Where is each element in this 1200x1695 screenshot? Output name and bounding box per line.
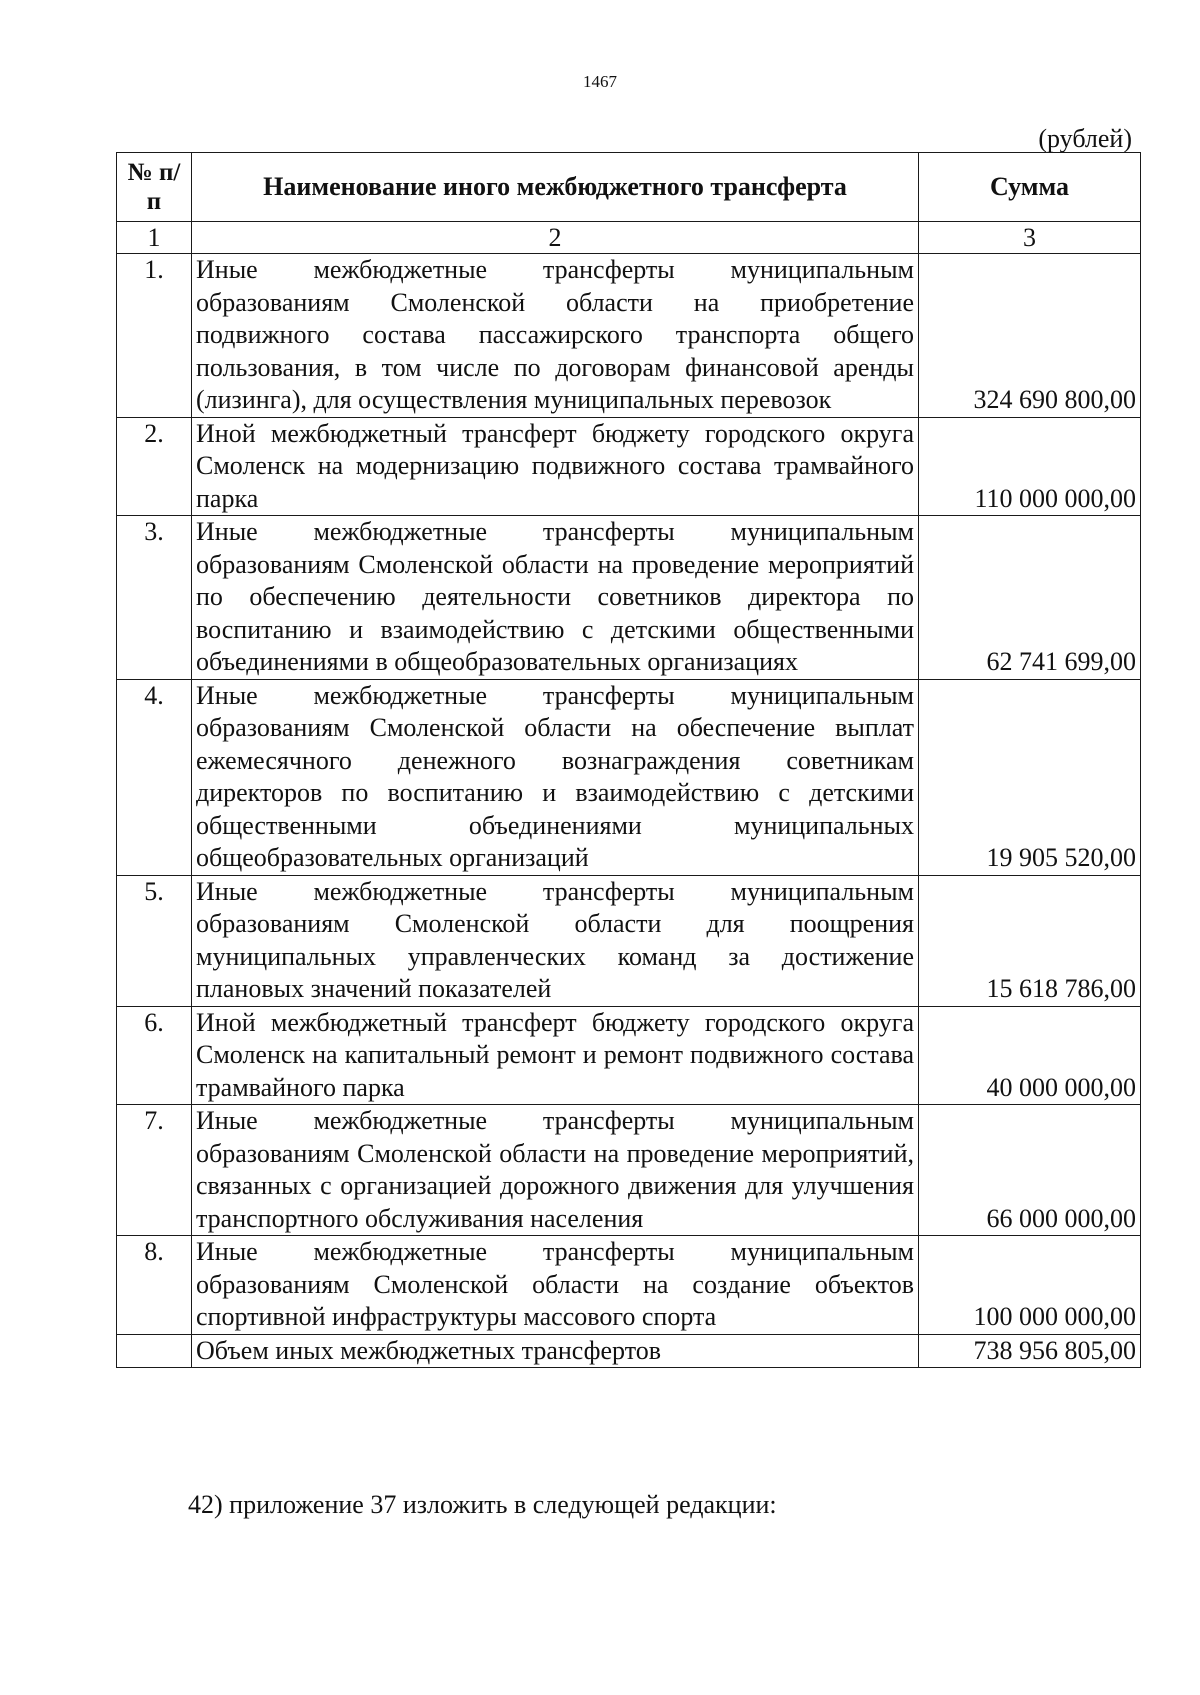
row-name: Иные межбюджетные трансферты муниципальным образованиям Смоленской области на создание объектов спортивной инфраструктуры массового спорта: [192, 1236, 919, 1335]
table-row: [117, 516, 1141, 680]
row-number: 5.: [117, 875, 192, 1006]
row-name: Иной межбюджетный трансферт бюджету городского округа Смоленск на капитальный ремонт и ремонт подвижного состава трамвайного парка: [192, 1006, 919, 1105]
column-index: 3: [919, 222, 1141, 254]
row-number: 1.: [117, 254, 192, 418]
row-number: 4.: [117, 679, 192, 875]
row-sum: 66 000 000,00: [919, 1105, 1141, 1236]
table-row: [117, 679, 1141, 875]
total-sum: 738 956 805,00: [919, 1334, 1141, 1368]
row-name: Иные межбюджетные трансферты муниципальным образованиям Смоленской области на проведение мероприятий, связанных с организацией дорожного движения для улучшения транспортного обслуживания населения: [192, 1105, 919, 1236]
row-name: Иной межбюджетный трансферт бюджету городского округа Смоленск на модернизацию подвижного состава трамвайного парка: [192, 417, 919, 516]
row-sum: 15 618 786,00: [919, 875, 1141, 1006]
table-row: [117, 1105, 1141, 1236]
row-sum: 62 741 699,00: [919, 516, 1141, 680]
footer-text: 42) приложение 37 изложить в следующей редакции:: [188, 1490, 777, 1519]
table-row: [117, 254, 1141, 418]
units-label: (рублей): [1038, 124, 1132, 153]
table-header-row: [117, 153, 1141, 222]
table-row: [117, 1236, 1141, 1335]
row-number: 3.: [117, 516, 192, 680]
table-row: [117, 417, 1141, 516]
row-number: 8.: [117, 1236, 192, 1335]
total-label: Объем иных межбюджетных трансфертов: [192, 1334, 919, 1368]
total-empty-cell: [117, 1334, 192, 1368]
row-sum: 40 000 000,00: [919, 1006, 1141, 1105]
page-number: 1467: [583, 72, 617, 91]
table-row: [117, 1006, 1141, 1105]
transfers-table: [116, 152, 1141, 1368]
row-number: 6.: [117, 1006, 192, 1105]
row-number: 7.: [117, 1105, 192, 1236]
header-name: Наименование иного межбюджетного трансферта: [192, 153, 919, 222]
column-index-row: [117, 222, 1141, 254]
header-sum: Сумма: [919, 153, 1141, 222]
column-index: 2: [192, 222, 919, 254]
row-number: 2.: [117, 417, 192, 516]
row-sum: 19 905 520,00: [919, 679, 1141, 875]
row-sum: 100 000 000,00: [919, 1236, 1141, 1335]
row-sum: 110 000 000,00: [919, 417, 1141, 516]
column-index: 1: [117, 222, 192, 254]
row-name: Иные межбюджетные трансферты муниципальным образованиям Смоленской области на приобретение подвижного состава пассажирского транспорта общего пользования, в том числе по договорам финансовой аренды (лизинга), для осуществления муниципальных перевозок: [192, 254, 919, 418]
row-name: Иные межбюджетные трансферты муниципальным образованиям Смоленской области для поощрения муниципальных управленческих команд за достижение плановых значений показателей: [192, 875, 919, 1006]
row-name: Иные межбюджетные трансферты муниципальным образованиям Смоленской области на обеспечение выплат ежемесячного денежного вознаграждения советникам директоров по воспитанию и взаимодействию с детскими общественными объединениями муниципальных общеобразовательных организаций: [192, 679, 919, 875]
table-row: [117, 875, 1141, 1006]
row-name: Иные межбюджетные трансферты муниципальным образованиям Смоленской области на проведение мероприятий по обеспечению деятельности советников директора по воспитанию и взаимодействию с детскими общественными объединениями в общеобразовательных организациях: [192, 516, 919, 680]
header-num: № п/п: [117, 153, 192, 222]
row-sum: 324 690 800,00: [919, 254, 1141, 418]
total-row: [117, 1334, 1141, 1368]
